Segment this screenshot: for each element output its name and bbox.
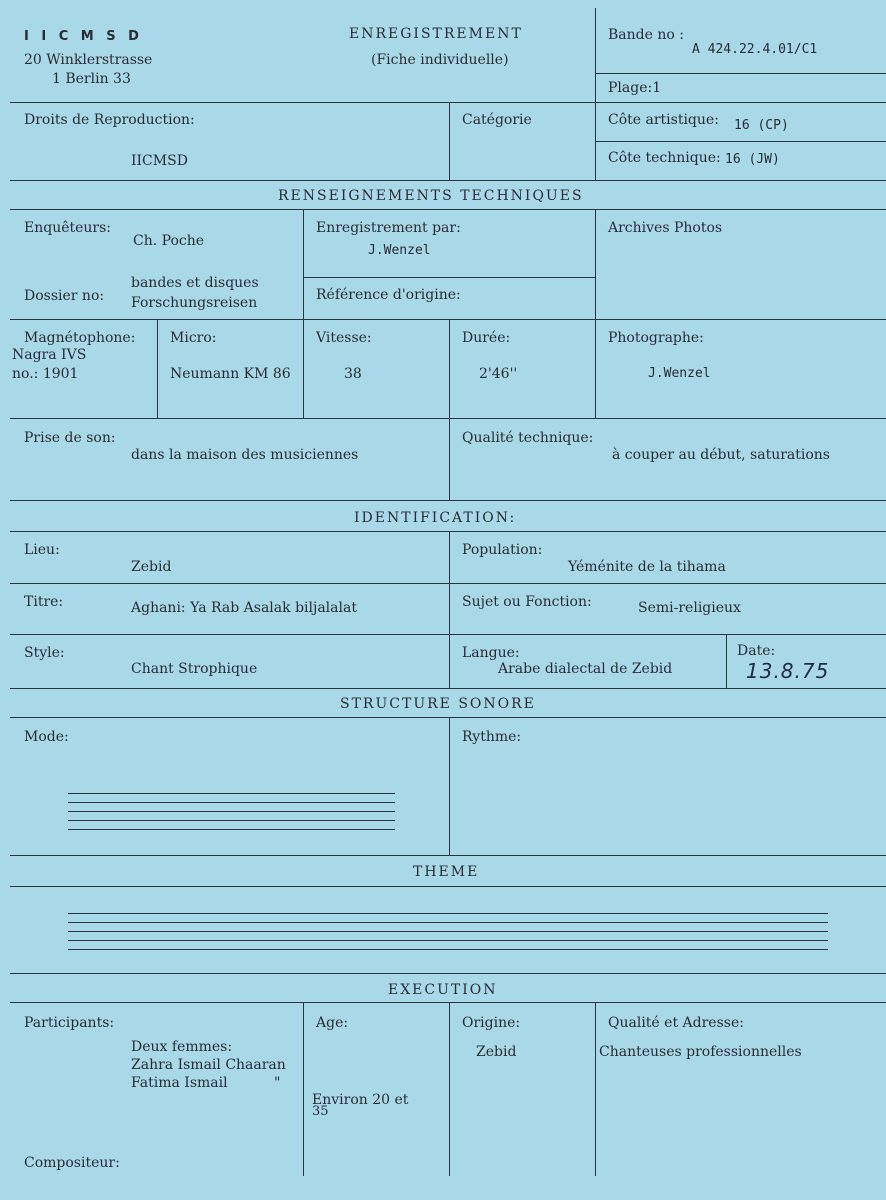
rythme-divider bbox=[449, 717, 450, 855]
participants-ditto: " bbox=[274, 1075, 281, 1091]
categorie-divider bbox=[449, 102, 450, 180]
magnetophone-model: Nagra IVS bbox=[12, 347, 87, 363]
style-label: Style: bbox=[24, 645, 65, 661]
enqueteurs-value: Ch. Poche bbox=[133, 233, 205, 249]
titre-value: Aghani: Ya Rab Asalak biljalalat bbox=[131, 600, 357, 616]
plage-top-rule bbox=[595, 73, 886, 74]
qualite-adresse-label: Qualité et Adresse: bbox=[608, 1015, 744, 1031]
org-address-city: 1 Berlin 33 bbox=[52, 71, 131, 87]
magnetophone-label: Magnétophone: bbox=[24, 330, 136, 346]
date-divider bbox=[726, 634, 727, 688]
tech-heading: RENSEIGNEMENTS TECHNIQUES bbox=[278, 188, 584, 204]
theme-bottom-rule bbox=[10, 973, 886, 974]
qualite-adresse-divider bbox=[595, 1002, 596, 1176]
vitesse-label: Vitesse: bbox=[316, 330, 372, 346]
execution-heading-rule bbox=[10, 1002, 886, 1003]
theme-rule bbox=[68, 940, 828, 941]
age-value-line2: 35 bbox=[312, 1104, 329, 1119]
enregistrement-par-value: J.Wenzel bbox=[368, 243, 431, 258]
participants-label: Participants: bbox=[24, 1015, 115, 1031]
dossier-bottom-rule bbox=[10, 319, 886, 320]
plage-field: Plage:1 bbox=[608, 80, 662, 96]
titre-bottom-rule bbox=[10, 634, 886, 635]
origine-label: Origine: bbox=[462, 1015, 521, 1031]
ident-heading-rule bbox=[10, 531, 886, 532]
participants-line-1: Deux femmes: bbox=[131, 1039, 233, 1055]
header-right-divider bbox=[595, 8, 596, 180]
lieu-label: Lieu: bbox=[24, 542, 60, 558]
prise-de-son-value: dans la maison des musiciennes bbox=[131, 447, 359, 463]
duree-value: 2'46'' bbox=[479, 366, 518, 382]
mode-rule bbox=[68, 811, 395, 812]
cote-artistique-value: 16 (CP) bbox=[734, 118, 789, 133]
micro-label: Micro: bbox=[170, 330, 217, 346]
prise-bottom-rule bbox=[10, 500, 886, 501]
dossier-label: Dossier no: bbox=[24, 288, 105, 304]
langue-label: Langue: bbox=[462, 645, 520, 661]
qualite-adresse-value: Chanteuses professionnelles bbox=[599, 1044, 802, 1060]
identification-heading: IDENTIFICATION: bbox=[354, 510, 517, 526]
date-value-handwritten: 13.8.75 bbox=[746, 659, 830, 683]
rights-bottom-rule bbox=[10, 180, 886, 181]
participants-line-2: Zahra Ismail Chaaran bbox=[131, 1057, 286, 1073]
equipment-bottom-rule bbox=[10, 418, 886, 419]
form-title: ENREGISTREMENT bbox=[349, 26, 523, 42]
langue-value: Arabe dialectal de Zebid bbox=[498, 661, 673, 677]
enregistrement-par-label: Enregistrement par: bbox=[316, 220, 461, 236]
duree-label: Durée: bbox=[462, 330, 511, 346]
org-name: I I C M S D bbox=[24, 29, 143, 44]
structure-bottom-rule bbox=[10, 855, 886, 856]
header-bottom-rule bbox=[10, 102, 886, 103]
vitesse-divider bbox=[303, 319, 304, 418]
archives-photos-label: Archives Photos bbox=[608, 220, 723, 236]
reference-top-rule bbox=[303, 277, 595, 278]
photographe-value: J.Wenzel bbox=[648, 366, 711, 381]
theme-heading: THEME bbox=[413, 864, 480, 880]
style-bottom-rule bbox=[10, 688, 886, 689]
micro-value: Neumann KM 86 bbox=[170, 366, 291, 382]
cote-technique-label: Côte technique: bbox=[608, 150, 721, 166]
theme-rule bbox=[68, 913, 828, 914]
execution-heading: EXECUTION bbox=[388, 982, 498, 998]
dossier-value-line2: Forschungsreisen bbox=[131, 295, 258, 311]
prise-de-son-label: Prise de son: bbox=[24, 430, 116, 446]
age-value-line1: Environ 20 et bbox=[312, 1092, 409, 1108]
sujet-fonction-label: Sujet ou Fonction: bbox=[462, 594, 592, 610]
style-value: Chant Strophique bbox=[131, 661, 258, 677]
duree-divider bbox=[449, 319, 450, 500]
mode-rule bbox=[68, 829, 395, 830]
structure-heading-rule bbox=[10, 717, 886, 718]
tech-heading-rule bbox=[10, 209, 886, 210]
micro-divider bbox=[157, 319, 158, 418]
lieu-bottom-rule bbox=[10, 583, 886, 584]
qualite-technique-value: à couper au début, saturations bbox=[612, 447, 830, 463]
photographe-divider bbox=[595, 319, 596, 418]
theme-rule bbox=[68, 949, 828, 950]
mode-rule bbox=[68, 802, 395, 803]
categorie-label: Catégorie bbox=[462, 112, 532, 128]
bande-label: Bande no : bbox=[608, 27, 684, 43]
compositeur-label: Compositeur: bbox=[24, 1155, 120, 1171]
org-address-street: 20 Winklerstrasse bbox=[24, 52, 153, 68]
mode-label: Mode: bbox=[24, 729, 69, 745]
population-label: Population: bbox=[462, 542, 543, 558]
origine-divider bbox=[449, 1002, 450, 1176]
enqueteurs-divider bbox=[303, 209, 304, 319]
theme-rule bbox=[68, 922, 828, 923]
sujet-fonction-value: Semi-religieux bbox=[638, 600, 741, 616]
theme-heading-rule bbox=[10, 886, 886, 887]
lieu-value: Zebid bbox=[131, 559, 172, 575]
archives-divider bbox=[595, 209, 596, 319]
reference-origine-label: Référence d'origine: bbox=[316, 287, 461, 303]
magnetophone-number: no.: 1901 bbox=[12, 366, 79, 382]
structure-heading: STRUCTURE SONORE bbox=[340, 696, 536, 712]
bande-value: A 424.22.4.01/C1 bbox=[692, 42, 818, 57]
enqueteurs-label: Enquêteurs: bbox=[24, 220, 112, 236]
form-subtitle: (Fiche individuelle) bbox=[371, 52, 509, 68]
participants-line-3: Fatima Ismail bbox=[131, 1075, 228, 1091]
cote-technique-value: 16 (JW) bbox=[725, 152, 780, 167]
mode-rule bbox=[68, 793, 395, 794]
droits-label: Droits de Reproduction: bbox=[24, 112, 195, 128]
vitesse-value: 38 bbox=[344, 366, 362, 382]
theme-rule bbox=[68, 931, 828, 932]
photographe-label: Photographe: bbox=[608, 330, 704, 346]
date-label: Date: bbox=[737, 643, 776, 659]
dossier-value-line1: bandes et disques bbox=[131, 275, 259, 291]
mode-rule bbox=[68, 820, 395, 821]
cote-artistique-label: Côte artistique: bbox=[608, 112, 719, 128]
rythme-label: Rythme: bbox=[462, 729, 522, 745]
population-value: Yéménite de la tihama bbox=[568, 559, 726, 575]
titre-label: Titre: bbox=[24, 594, 64, 610]
cote-split-rule bbox=[595, 141, 886, 142]
age-divider bbox=[303, 1002, 304, 1176]
age-label: Age: bbox=[316, 1015, 349, 1031]
ident-divider bbox=[449, 531, 450, 688]
origine-value: Zebid bbox=[476, 1044, 517, 1060]
droits-value: IICMSD bbox=[131, 153, 188, 169]
qualite-technique-label: Qualité technique: bbox=[462, 430, 594, 446]
